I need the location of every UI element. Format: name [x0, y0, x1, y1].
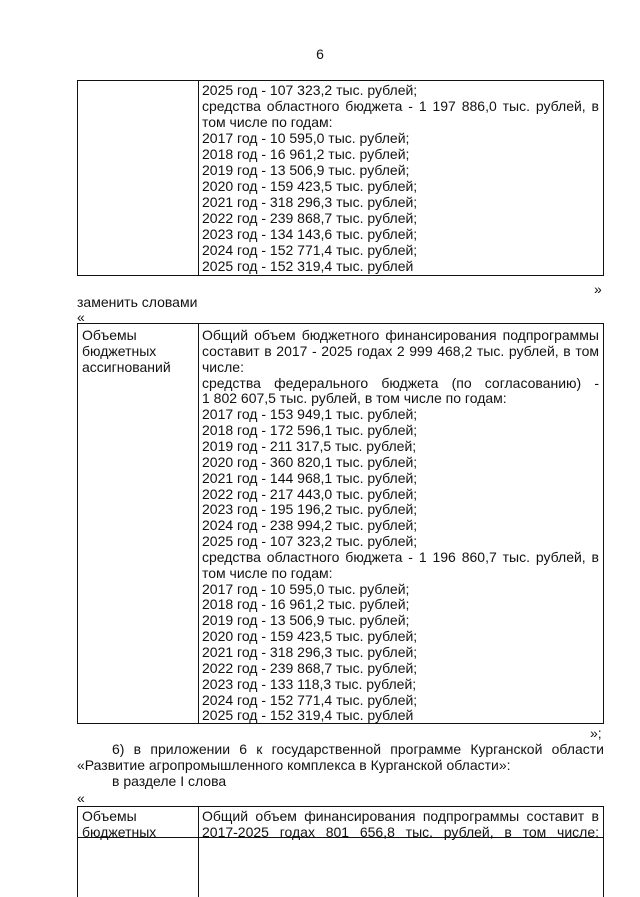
- table-left-cell: [78, 807, 199, 897]
- table-line: ассигнований: [82, 359, 171, 376]
- table-line: 2017 год - 10 595,0 тыс. рублей;: [202, 580, 410, 597]
- table-line: составит в 2017 - 2025 годах 2 999 468,2 тыс. рублей, в том: [202, 342, 599, 359]
- item6-line1: [112, 741, 604, 757]
- table-line: Объемы: [82, 327, 137, 343]
- table-line: 2020 год - 159 423,5 тыс. рублей;: [202, 178, 418, 194]
- table-line: 2019 год - 13 506,9 тыс. рублей;: [202, 162, 410, 178]
- open-quote: «: [77, 790, 85, 806]
- table-line: том числе по годам:: [202, 564, 333, 581]
- table-line: Общий объем финансирования подпрограммы составит в: [202, 808, 599, 824]
- table-line: 2021 год - 144 968,1 тыс. рублей;: [202, 469, 418, 486]
- table-line: средства областного бюджета - 1 196 860,7 тыс. рублей, в: [202, 548, 599, 565]
- table-left-cell: [78, 81, 199, 275]
- table-line: 2019 год - 211 317,5 тыс. рублей;: [202, 437, 417, 454]
- table-line: 2025 год - 107 323,2 тыс. рублей;: [202, 533, 418, 550]
- section-line: в разделе I слова: [112, 773, 227, 789]
- table-line: 2022 год - 239 868,7 тыс. рублей;: [202, 210, 418, 226]
- table-line: 2019 год - 13 506,9 тыс. рублей;: [202, 612, 410, 629]
- close-quote: »: [594, 281, 602, 297]
- table-line: 2024 год - 238 994,2 тыс. рублей;: [202, 517, 418, 534]
- table-divider: [77, 837, 604, 838]
- table-line: 2023 год - 133 118,3 тыс. рублей;: [202, 675, 417, 692]
- item6-line2: «Развитие агропромышленного комплекса в Курганской области»:: [77, 757, 511, 773]
- table-line: 1 802 607,5 тыс. рублей, в том числе по годам:: [202, 390, 507, 407]
- table-line: 2022 год - 239 868,7 тыс. рублей;: [202, 659, 418, 676]
- table-line: 2018 год - 16 961,2 тыс. рублей;: [202, 596, 410, 613]
- table-line: 2020 год - 360 820,1 тыс. рублей;: [202, 453, 418, 470]
- table-line: средства областного бюджета - 1 197 886,0 тыс. рублей, в: [202, 98, 599, 114]
- table-line: 2018 год - 16 961,2 тыс. рублей;: [202, 146, 410, 162]
- table-line: 2020 год - 159 423,5 тыс. рублей;: [202, 628, 418, 645]
- table-line: 2024 год - 152 771,4 тыс. рублей;: [202, 242, 418, 258]
- table-line: 2022 год - 217 443,0 тыс. рублей;: [202, 485, 418, 502]
- table-line: 2024 год - 152 771,4 тыс. рублей;: [202, 691, 418, 708]
- table-line: 2021 год - 318 296,3 тыс. рублей;: [202, 194, 418, 210]
- page-number: 6: [316, 46, 324, 62]
- close-quote: »;: [590, 725, 602, 741]
- table-line: бюджетных: [82, 824, 157, 840]
- table-line: Общий объем бюджетного финансирования подпрограммы: [202, 327, 599, 343]
- table-line: бюджетных: [82, 343, 157, 360]
- budget-table-new: [77, 323, 604, 724]
- table-line: 2018 год - 172 596,1 тыс. рублей;: [202, 422, 418, 439]
- table-line: средства федерального бюджета (по согласованию) -: [202, 374, 599, 391]
- table-line: 2025 год - 152 319,4 тыс. рублей: [202, 707, 414, 724]
- open-quote: «: [77, 309, 85, 325]
- table-line: том числе по годам:: [202, 114, 333, 130]
- budget-table-app6: [77, 806, 604, 897]
- table-line: Объемы: [82, 808, 137, 824]
- table-left-cell: [78, 324, 199, 723]
- table-line: 2023 год - 195 196,2 тыс. рублей;: [202, 501, 418, 518]
- table-line: числе:: [202, 358, 244, 375]
- item6-line1-text: 6) в приложении 6 к государственной программе Курганской области: [112, 741, 604, 757]
- table-line: 2017-2025 годах 801 656,8 тыс. рублей, в том числе:: [202, 824, 599, 840]
- budget-table-old: [77, 80, 604, 276]
- table-line: 2017 год - 153 949,1 тыс. рублей;: [202, 406, 418, 423]
- table-line: 2021 год - 318 296,3 тыс. рублей;: [202, 644, 418, 660]
- table-line: 2025 год - 152 319,4 тыс. рублей: [202, 258, 414, 274]
- table-line: 2023 год - 134 143,6 тыс. рублей;: [202, 226, 418, 242]
- table-line: 2017 год - 10 595,0 тыс. рублей;: [202, 130, 410, 146]
- replace-with-text: заменить словами: [77, 294, 198, 310]
- table-line: 2025 год - 107 323,2 тыс. рублей;: [202, 82, 418, 98]
